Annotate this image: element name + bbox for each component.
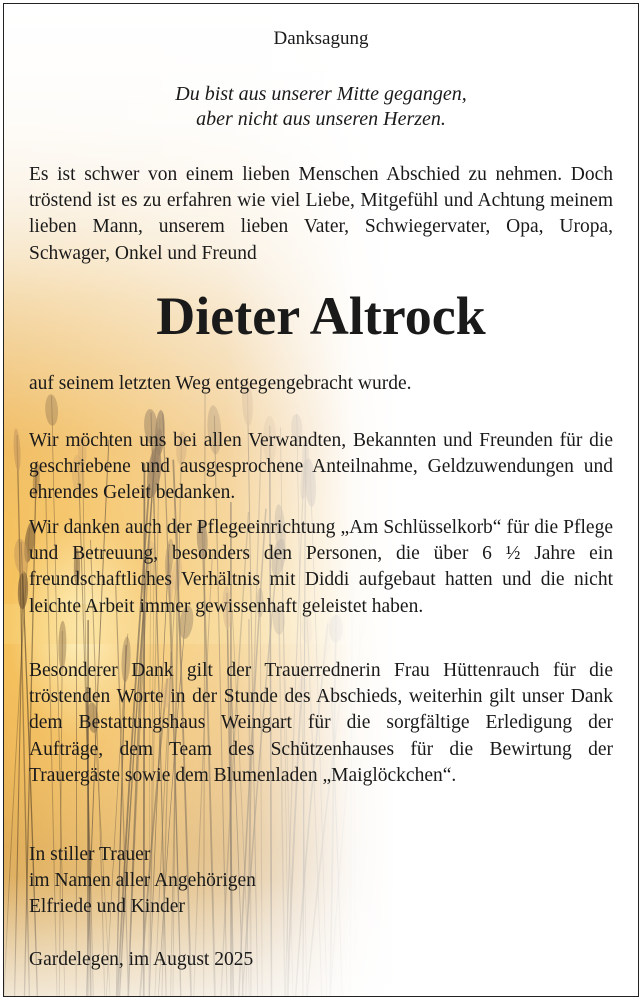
signature-line: Elfriede und Kinder (29, 896, 185, 918)
signature-block (29, 842, 429, 921)
motto-line: aber nicht aus unseren Herzen. (196, 108, 446, 130)
notice-heading: Danksagung (273, 28, 369, 49)
thanks-paragraph-relatives: Wir möchten uns bei allen Verwandten, Bekannten und Freunden für die geschriebene und ausgesprochene Anteilnahme, Geldzuwendungen und ehrendes Geleit bedanken. (29, 430, 613, 504)
intro-paragraph: Es ist schwer von einem lieben Menschen Abschied zu nehmen. Doch tröstend ist es zu erfahren wie viel Liebe, Mitgefühl und Achtung meinem lieben Mann, unserem lieben Vater, Schwiegervater, Opa, Uropa, Schwager, Onkel und Freund (29, 164, 613, 264)
thanks-paragraph-care-home: Wir danken auch der Pflegeeinrichtung „Am Schlüsselkorb“ für die Pflege und Betreuung, besonders den Personen, die über 6 ½ Jahre ein freundschaftliches Verhältnis mit Diddi aufgebaut hatten und die nicht leichte Arbeit immer gewissenhaft geleistet haben. (29, 517, 613, 617)
thanks-paragraph-speaker: Besonderer Dank gilt der Trauerrednerin Frau Hüttenrauch für die tröstenden Worte in der Stunde des Abschieds, weiterhin gilt unser Dank dem Bestattungshaus Weingart für die sorgfältige Erledigung der Aufträge, dem Team des Schützenhauses für die Bewirtung der Trauergäste sowie dem Blumenladen „Maiglöckchen“. (29, 660, 613, 786)
deceased-name: Dieter Altrock (156, 286, 486, 346)
after-name-paragraph: auf seinem letzten Weg entgegengebracht wurde. (29, 373, 412, 394)
signature-line: im Namen aller Angehörigen (29, 870, 256, 892)
obituary-notice (3, 3, 639, 997)
notice-text (4, 4, 638, 996)
motto (4, 82, 638, 132)
motto-line: Du bist aus unserer Mitte gegangen, (175, 83, 467, 105)
place-and-date: Gardelegen, im August 2025 (29, 949, 254, 970)
signature-line: In stiller Trauer (29, 844, 151, 865)
